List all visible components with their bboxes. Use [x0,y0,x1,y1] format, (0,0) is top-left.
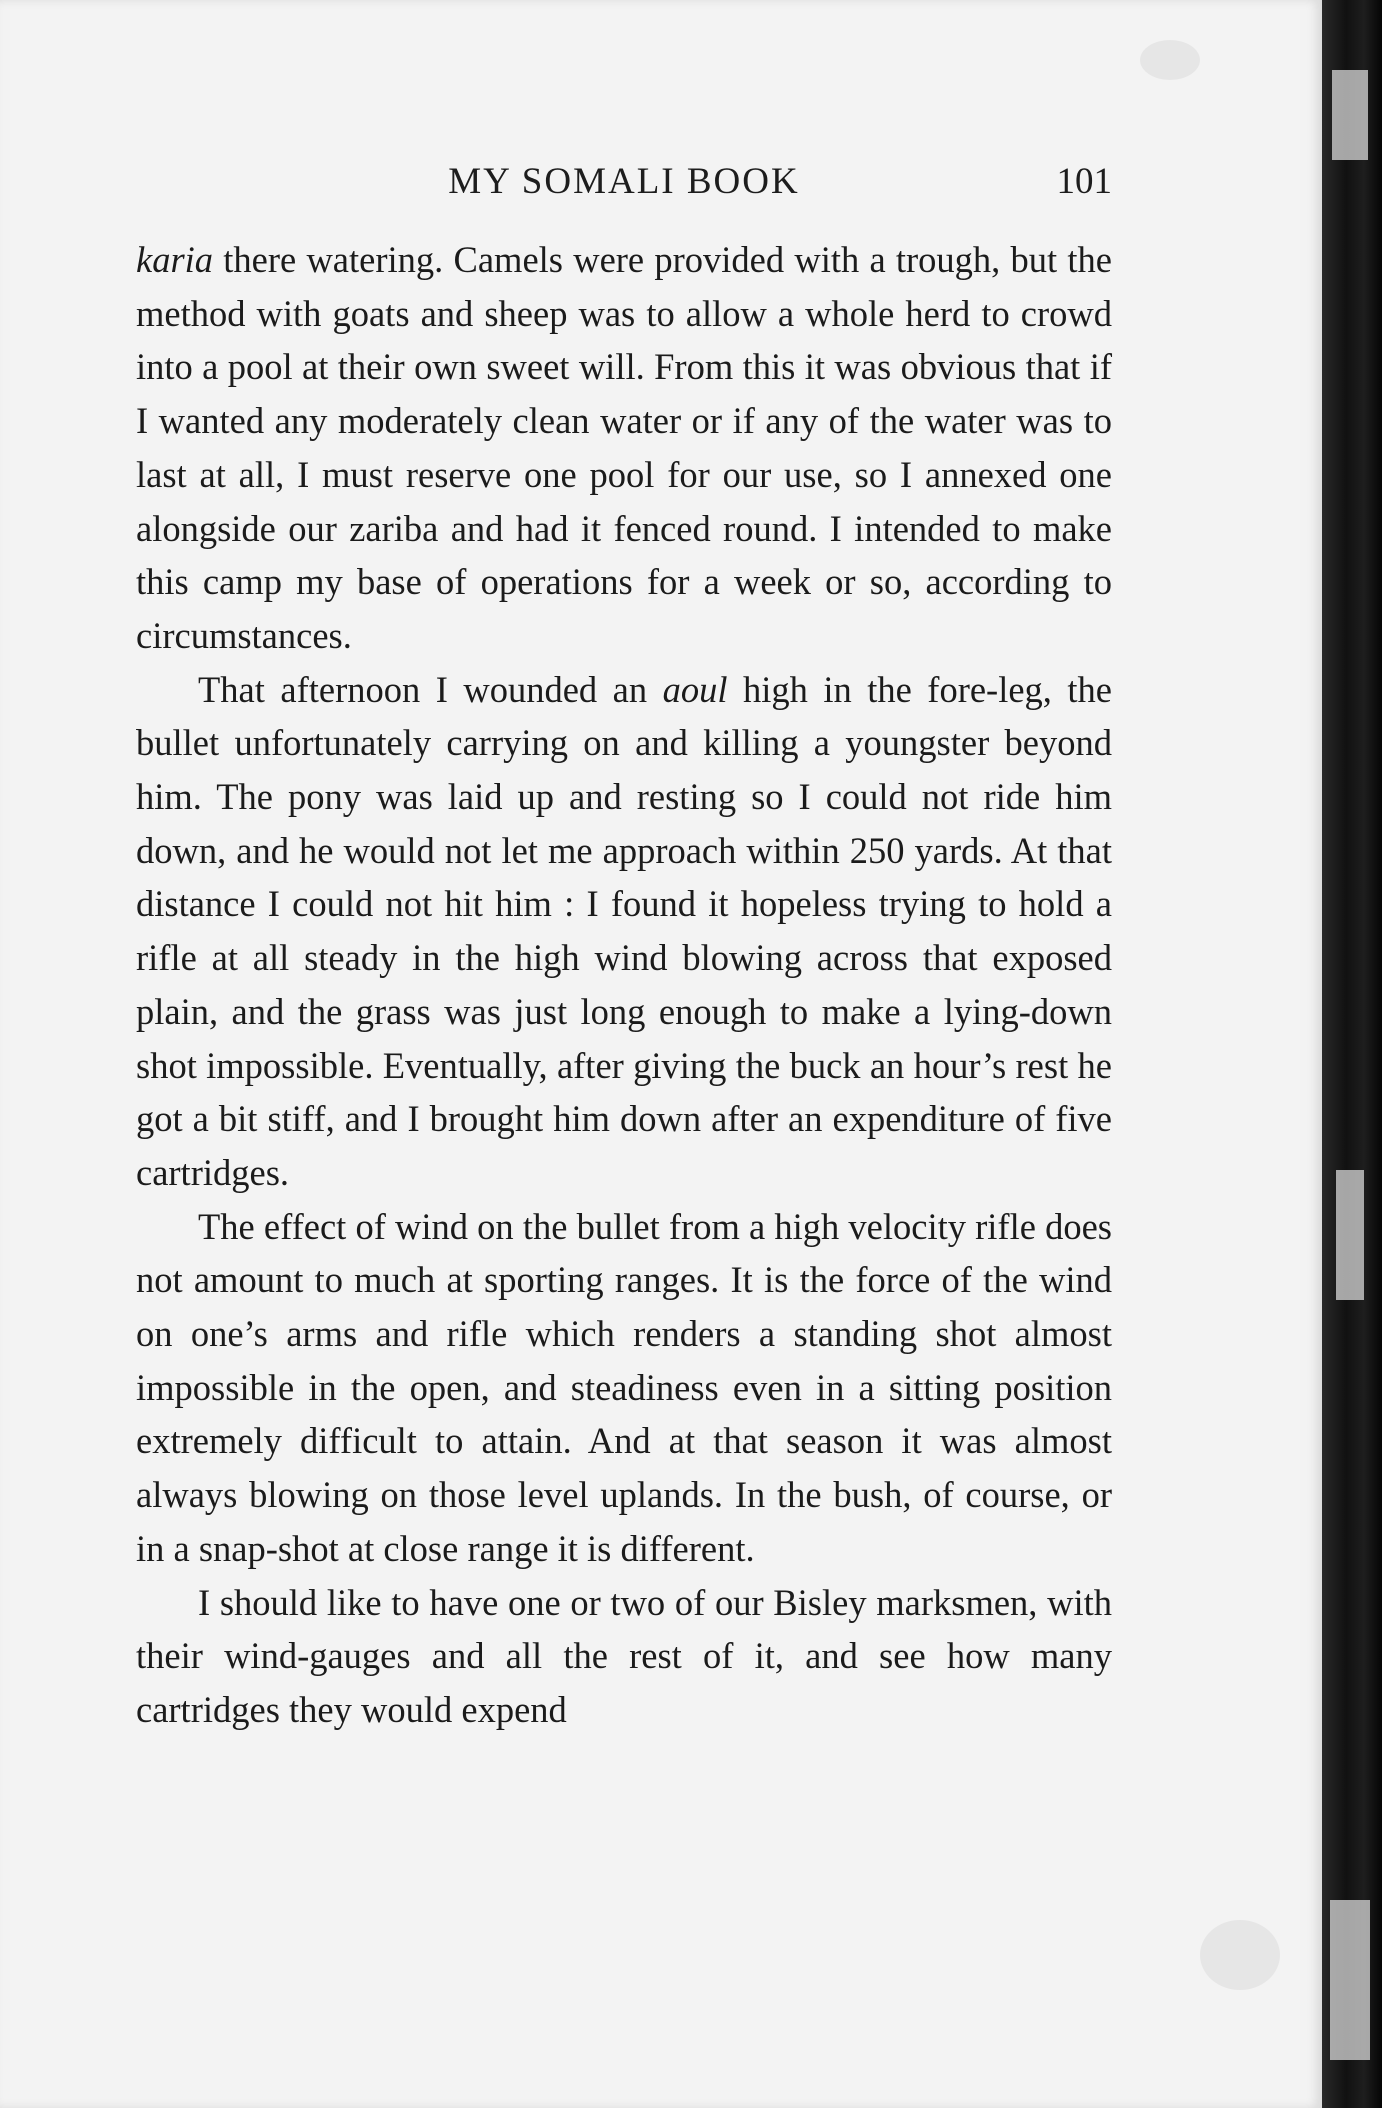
paragraph-text: there watering. Camels were provided with a trough, but the method with goats and sheep was to allow a whole herd to crowd into a pool at their own sweet will. From this it was obvious that if I wanted any moderately clean water or if any of the water was to last at all, I must reserve one pool for our use, so I annexed one alongside our zariba and had it fenced round. I intended to make this camp my base of operations for a week or so, according to circumstances. [136,239,1112,656]
page-header [136,160,1112,220]
italic-word: karia [136,239,214,280]
paragraph-2 [136,663,1112,1200]
paragraph-1 [136,233,1112,663]
running-head: MY SOMALI BOOK [448,161,800,202]
page-edge-shadow [1322,0,1382,2108]
torn-edge-strip [1336,1170,1364,1300]
paragraph-3: The effect of wind on the bullet from a high velocity rifle does not amount to much at sporting ranges. It is the force of the wind on one’s arms and rifle which renders a standing shot almost impossible in the open, and steadiness even in a sitting position extremely difficult to attain. And at that season it was almost always blowing on those level uplands. In the bush, of course, or in a snap-shot at close range it is different. [136,1205,1112,1569]
page-number: 101 [1056,161,1112,202]
paragraph-4: I should like to have one or two of our Bisley marksmen, with their wind-gauges and all the rest of it, and see how many cartridges they would expend [136,1581,1112,1730]
torn-edge-strip [1332,70,1368,160]
torn-edge-strip [1330,1900,1370,2060]
page-smudge [1200,1920,1280,1990]
italic-word: aoul [662,668,728,710]
paragraph-text: That afternoon I wounded an [198,668,663,710]
body-text [136,233,1112,1737]
page-smudge [1140,40,1200,80]
paragraph-text: high in the fore-leg, the bullet unfortunately carrying on and killing a youngster beyond him. The pony was laid up and resting so I could not ride him down, and he would not let me approach within 250 yards. At that distance I could not hit him : I found it hopeless trying to hold a rifle at all steady in the high wind blowing across that exposed plain, and the grass was just long enough to make a lying-down shot impossible. Eventually, after giving the buck an hour’s rest he got a bit stiff, and I brought him down after an expenditure of five cartridges. [136,668,1112,1193]
